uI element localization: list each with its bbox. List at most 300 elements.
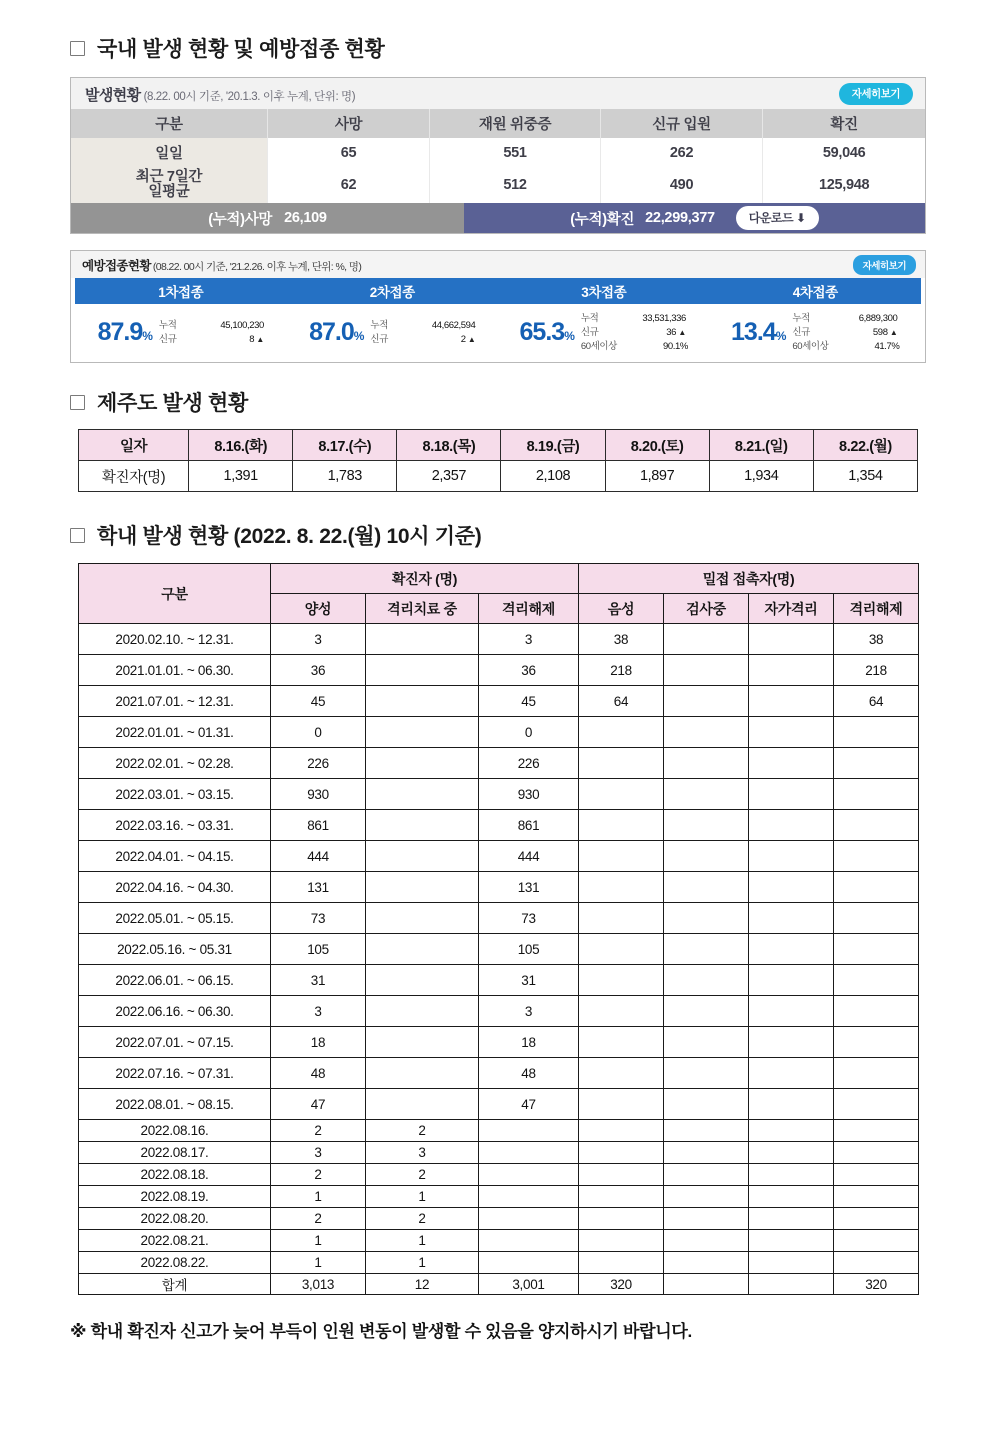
jeju-date-2: 8.18.(목) [397,430,501,461]
jeju-header-row [79,430,918,461]
kdca-card-footer [71,203,925,233]
school-cell-negative [579,748,664,779]
dose-2-stats [370,319,475,347]
school-cell-negative [579,1027,664,1058]
school-cell-testing [664,717,749,748]
up-arrow-icon: ▲ [467,334,476,344]
school-cell-testing [664,1027,749,1058]
section-heading-domestic [70,33,932,63]
kdca-download-button[interactable] [736,206,819,230]
school-cell-self-quarantine [749,717,834,748]
school-cell-self-quarantine [749,872,834,903]
school-cell-testing [664,624,749,655]
school-row-period: 2022.08.17. [79,1142,271,1164]
school-cell-isolation-released: 226 [479,748,579,779]
up-arrow-icon: ▲ [678,327,686,337]
school-cell-in-isolation [366,1089,479,1120]
kdca-cumulative-death-value: 26,109 [284,210,327,226]
kdca-header-row [71,109,925,138]
table-row [79,717,919,748]
school-cell-negative [579,1230,664,1252]
school-cell-positive: 131 [271,872,366,903]
school-cell-contact-released [834,748,919,779]
school-cell-testing [664,810,749,841]
school-cell-contact-released [834,1089,919,1120]
table-row [79,1252,919,1274]
school-cell-positive: 3 [271,996,366,1027]
dose-4-new-number: 598 [872,326,888,338]
school-cell-negative [579,872,664,903]
table-row [79,1089,919,1120]
school-cell-contact-released [834,1252,919,1274]
school-cell-isolation-released: 105 [479,934,579,965]
school-cell-self-quarantine [749,1058,834,1089]
dose-1-percent-unit: % [142,329,152,344]
school-cell-isolation-released [479,1230,579,1252]
school-cell-contact-released [834,934,919,965]
school-cell-isolation-released: 31 [479,965,579,996]
school-row-period: 2022.01.01. ~ 01.31. [79,717,271,748]
table-row [79,903,919,934]
school-cell-negative [579,903,664,934]
dose-1-cumulative-value: 45,100,230 [220,319,264,331]
school-cell-testing [664,655,749,686]
school-cell-self-quarantine [749,1208,834,1230]
school-cell-positive: 3 [271,1142,366,1164]
school-cell-positive: 2 [271,1208,366,1230]
dose-3-new-number: 36 [666,326,677,338]
school-cell-in-isolation: 1 [366,1230,479,1252]
table-row [79,965,919,996]
school-cell-contact-released [834,1164,919,1186]
school-cell-testing [664,686,749,717]
kdca-status-table [71,109,925,203]
school-cell-negative [579,1164,664,1186]
dose-1-percent-value: 87.9 [97,318,143,347]
vaccination-title-subtext: (08.22. 00시 기준, '21.2.26. 이후 누계, 단위: %, 명) [152,261,362,273]
table-row [79,872,919,903]
vaccination-dose-1 [75,312,287,353]
school-cell-contact-released [834,1208,919,1230]
school-cell-self-quarantine [749,1186,834,1208]
school-cell-self-quarantine [749,748,834,779]
school-row-period: 2021.01.01. ~ 06.30. [79,655,271,686]
section-heading-school [70,520,932,550]
school-row-period: 2022.07.01. ~ 07.15. [79,1027,271,1058]
school-row-period: 2022.03.16. ~ 03.31. [79,810,271,841]
dose-4-new-value [835,326,897,340]
school-row-period: 2022.07.16. ~ 07.31. [79,1058,271,1089]
school-row-period: 2022.08.22. [79,1252,271,1274]
school-cell-negative [579,841,664,872]
table-row [79,1058,919,1089]
school-cell-negative [579,1208,664,1230]
table-row [79,1186,919,1208]
school-cell-in-isolation [366,655,479,686]
table-row [79,1027,919,1058]
dose-3-percent [520,320,574,345]
jeju-value-6: 1,354 [813,461,917,492]
dose-3-stats [581,312,688,353]
table-row [79,934,919,965]
vaccination-values-row [71,304,925,362]
school-cell-testing [664,1089,749,1120]
kdca-weekavg-newadmit: 490 [600,167,762,203]
dose-2-percent-value: 87.0 [309,318,354,347]
jeju-value-3: 2,108 [501,461,605,492]
school-status-table [78,563,919,1295]
up-arrow-icon: ▲ [256,334,264,344]
school-cell-contact-released [834,779,919,810]
school-cell-self-quarantine [749,1089,834,1120]
school-cell-in-isolation [366,872,479,903]
school-cell-self-quarantine [749,624,834,655]
school-cell-isolation-released [479,1120,579,1142]
school-cell-contact-released [834,903,919,934]
school-total-in-isolation: 12 [366,1274,479,1295]
jeju-value-2: 2,357 [397,461,501,492]
dose-2-percent-unit: % [353,329,364,344]
school-cell-positive: 31 [271,965,366,996]
school-cell-in-isolation: 2 [366,1164,479,1186]
document-page [0,33,992,1342]
download-icon: ⬇ [795,211,806,225]
school-cell-in-isolation [366,965,479,996]
table-row [79,841,919,872]
kdca-card-title [85,84,355,105]
vaccination-detail-button[interactable]: 자세히보기 [853,255,916,275]
school-cell-isolation-released: 930 [479,779,579,810]
school-cell-in-isolation [366,686,479,717]
vaccination-card-titlebar [71,251,925,278]
school-cell-positive: 1 [271,1252,366,1274]
school-cell-contact-released [834,841,919,872]
school-cell-negative [579,779,664,810]
jeju-date-3: 8.19.(금) [501,430,605,461]
dose-2-cumulative-value: 44,662,594 [431,319,476,331]
table-row [79,1208,919,1230]
kdca-detail-button[interactable]: 자세히보기 [839,83,913,105]
school-cell-contact-released: 38 [834,624,919,655]
school-cell-testing [664,748,749,779]
school-cell-isolation-released: 861 [479,810,579,841]
jeju-row-label: 확진자(명) [79,461,189,492]
kdca-weekavg-line2: 일평균 [148,184,190,200]
school-cell-in-isolation: 2 [366,1208,479,1230]
section-heading-jeju-label: 제주도 발생 현황 [97,392,248,416]
school-total-negative: 320 [579,1274,664,1295]
jeju-date-4: 8.20.(토) [605,430,709,461]
kdca-col-newadmit: 신규 입원 [600,109,762,138]
school-col-positive: 양성 [271,594,366,624]
school-row-period: 2022.05.16. ~ 05.31 [79,934,271,965]
kdca-title-text: 발생현황 [85,86,141,104]
dose-3-cumulative-value: 33,531,336 [642,313,686,324]
school-cell-contact-released [834,1120,919,1142]
school-cell-testing [664,1208,749,1230]
vaccination-dose-bar [75,278,921,304]
section-heading-jeju [70,387,932,417]
checkbox-icon [70,41,85,56]
dose-4-over60-value: 41.7% [874,340,900,352]
school-row-period: 2022.08.21. [79,1230,271,1252]
school-cell-testing [664,965,749,996]
school-table-body [79,624,919,1274]
table-row [79,1164,919,1186]
dose-2-new-number: 2 [460,333,466,345]
school-cell-in-isolation [366,1027,479,1058]
school-cell-testing [664,1058,749,1089]
school-row-period: 2022.04.16. ~ 04.30. [79,872,271,903]
school-cell-isolation-released: 18 [479,1027,579,1058]
school-cell-positive: 18 [271,1027,366,1058]
school-total-isolation-released: 3,001 [479,1274,579,1295]
kdca-cumulative-death-label: (누적)사망 [208,211,273,228]
dose-label-4: 4차접종 [792,285,838,300]
table-row [79,996,919,1027]
jeju-value-4: 1,897 [605,461,709,492]
kdca-weekavg-death: 62 [267,167,429,203]
kdca-daily-confirmed: 59,046 [763,138,925,167]
school-cell-isolation-released: 45 [479,686,579,717]
school-cell-in-isolation [366,779,479,810]
dose-2-cumulative-label: 누적 [370,319,388,331]
kdca-row-weekavg [71,167,925,203]
vaccination-dose-3 [498,312,710,353]
vaccination-dose-2 [287,312,499,353]
kdca-col-death: 사망 [267,109,429,138]
school-cell-positive: 861 [271,810,366,841]
school-cell-in-isolation [366,717,479,748]
school-cell-isolation-released [479,1252,579,1274]
dose-4-percent [731,320,785,345]
school-cell-isolation-released: 131 [479,872,579,903]
school-cell-positive: 3 [271,624,366,655]
school-col-isolation-released: 격리해제 [479,594,579,624]
school-cell-negative [579,1252,664,1274]
jeju-date-0: 8.16.(화) [189,430,293,461]
section-heading-domestic-label: 국내 발생 현황 및 예방접종 현황 [97,38,385,61]
dose-1-stats [159,319,264,347]
school-cell-self-quarantine [749,903,834,934]
school-cell-isolation-released: 0 [479,717,579,748]
kdca-status-card [70,77,926,234]
school-cell-negative [579,1058,664,1089]
dose-label-3: 3차접종 [581,285,627,300]
school-cell-in-isolation [366,624,479,655]
school-cell-contact-released [834,872,919,903]
dose-2-percent [309,320,363,345]
school-cell-testing [664,1142,749,1164]
school-cell-isolation-released: 3 [479,624,579,655]
school-row-period: 2022.05.01. ~ 05.15. [79,903,271,934]
school-cell-contact-released [834,996,919,1027]
table-row [79,748,919,779]
dose-3-percent-unit: % [564,329,574,344]
kdca-daily-critical: 551 [430,138,601,167]
school-cell-positive: 36 [271,655,366,686]
school-cell-positive: 73 [271,903,366,934]
school-col-testing: 검사중 [664,594,749,624]
school-row-period: 2022.08.19. [79,1186,271,1208]
school-row-period: 2022.02.01. ~ 02.28. [79,748,271,779]
school-cell-testing [664,1252,749,1274]
up-arrow-icon: ▲ [889,327,898,337]
school-cell-positive: 0 [271,717,366,748]
school-row-period: 2022.08.18. [79,1164,271,1186]
school-cell-positive: 45 [271,686,366,717]
jeju-status-table [78,429,918,492]
school-row-period: 2022.08.16. [79,1120,271,1142]
kdca-title-subtext: (8.22. 00시 기준, '20.1.3. 이후 누계, 단위: 명) [143,90,356,103]
table-row [79,686,919,717]
school-cell-negative [579,717,664,748]
table-row [79,1120,919,1142]
school-cell-in-isolation [366,1058,479,1089]
school-cell-in-isolation [366,841,479,872]
school-cell-testing [664,934,749,965]
school-cell-contact-released [834,717,919,748]
checkbox-icon [70,395,85,410]
dose-4-percent-value: 13.4 [731,318,776,347]
school-cell-testing [664,841,749,872]
school-cell-negative [579,1089,664,1120]
kdca-col-confirmed: 확진 [763,109,925,138]
dose-3-over60-label: 60세이상 [580,340,617,352]
kdca-row-daily [71,138,925,167]
school-cell-positive: 226 [271,748,366,779]
dose-2-new-value [413,333,475,347]
school-cell-self-quarantine [749,1027,834,1058]
school-total-contact-released: 320 [834,1274,919,1295]
dose-3-cumulative-label: 누적 [580,313,599,324]
school-total-label: 합계 [79,1274,271,1295]
table-row [79,624,919,655]
dose-3-new-label: 신규 [580,326,599,338]
dose-3-over60-value: 90.1% [663,340,688,352]
dose-4-cumulative-label: 누적 [792,313,810,324]
school-cell-testing [664,1186,749,1208]
school-cell-isolation-released: 3 [479,996,579,1027]
school-cell-in-isolation: 2 [366,1120,479,1142]
school-cell-self-quarantine [749,1230,834,1252]
school-cell-in-isolation [366,996,479,1027]
school-cell-in-isolation: 3 [366,1142,479,1164]
school-row-period: 2020.02.10. ~ 12.31. [79,624,271,655]
dose-1-cumulative-label: 누적 [158,319,177,331]
school-row-period: 2022.03.01. ~ 03.15. [79,779,271,810]
vaccination-dose-4 [710,312,922,353]
school-cell-self-quarantine [749,779,834,810]
school-total-testing [664,1274,749,1295]
school-cell-contact-released: 218 [834,655,919,686]
kdca-cumulative-death [71,203,464,233]
school-cell-contact-released [834,810,919,841]
school-row-period: 2022.08.01. ~ 08.15. [79,1089,271,1120]
school-col-in-isolation: 격리치료 중 [366,594,479,624]
dose-1-new-label: 신규 [158,333,177,345]
kdca-weekavg-critical: 512 [430,167,601,203]
school-cell-self-quarantine [749,810,834,841]
school-group-contacts: 밀접 접촉자(명) [579,564,919,594]
school-row-period: 2021.07.01. ~ 12.31. [79,686,271,717]
jeju-value-row [79,461,918,492]
school-cell-isolation-released: 48 [479,1058,579,1089]
kdca-card-titlebar [71,78,925,109]
school-cell-isolation-released [479,1186,579,1208]
table-row [79,1230,919,1252]
table-row [79,1142,919,1164]
school-col-gubun: 구분 [79,564,271,624]
school-col-contact-released: 격리해제 [834,594,919,624]
vaccination-title-text: 예방접종현황 [82,259,151,273]
kdca-weekavg-confirmed: 125,948 [763,167,925,203]
school-cell-isolation-released [479,1142,579,1164]
school-cell-in-isolation: 1 [366,1186,479,1208]
kdca-col-gubun: 구분 [71,109,267,138]
vaccination-status-card [70,250,926,363]
dose-2-new-label: 신규 [370,333,388,345]
kdca-weekavg-line1: 최근 7일간 [135,168,203,185]
school-cell-isolation-released: 47 [479,1089,579,1120]
school-cell-testing [664,903,749,934]
school-cell-negative [579,996,664,1027]
school-row-period: 2022.06.01. ~ 06.15. [79,965,271,996]
school-total-positive: 3,013 [271,1274,366,1295]
school-cell-isolation-released: 36 [479,655,579,686]
school-cell-isolation-released: 73 [479,903,579,934]
jeju-value-5: 1,934 [709,461,813,492]
school-cell-in-isolation [366,934,479,965]
school-cell-negative [579,934,664,965]
dose-4-new-label: 신규 [792,326,810,338]
vaccination-card-title [82,256,361,274]
school-cell-negative: 64 [579,686,664,717]
school-cell-negative [579,1120,664,1142]
kdca-daily-death: 65 [267,138,429,167]
section-heading-school-label: 학내 발생 현황 (2022. 8. 22.(월) 10시 기준) [97,525,482,549]
school-cell-testing [664,1230,749,1252]
footer-note: ※ 학내 확진자 신고가 늦어 부득이 인원 변동이 발생할 수 있음을 양지하시기 바랍니다. [70,1322,692,1342]
school-cell-contact-released [834,1230,919,1252]
dose-3-percent-value: 65.3 [519,318,565,347]
jeju-date-5: 8.21.(일) [709,430,813,461]
school-cell-self-quarantine [749,841,834,872]
school-cell-in-isolation [366,748,479,779]
school-total-row [79,1274,919,1295]
school-cell-self-quarantine [749,934,834,965]
school-cell-positive: 47 [271,1089,366,1120]
kdca-download-label: 다운로드 [748,211,794,225]
school-cell-isolation-released: 444 [479,841,579,872]
school-group-confirmed: 확진자 (명) [271,564,579,594]
school-cell-negative: 218 [579,655,664,686]
school-cell-testing [664,779,749,810]
table-row [79,655,919,686]
school-col-self-quarantine: 자가격리 [749,594,834,624]
kdca-cumulative-confirmed-label: (누적)확진 [570,211,635,228]
school-cell-self-quarantine [749,1252,834,1274]
school-cell-positive: 48 [271,1058,366,1089]
school-cell-contact-released [834,1027,919,1058]
dose-1-percent [98,320,152,345]
school-cell-in-isolation: 1 [366,1252,479,1274]
school-header-group-row [79,564,919,594]
kdca-row-weekavg-label [71,167,267,203]
kdca-row-daily-label: 일일 [71,138,267,167]
school-cell-negative [579,810,664,841]
dose-3-new-value [624,326,686,340]
